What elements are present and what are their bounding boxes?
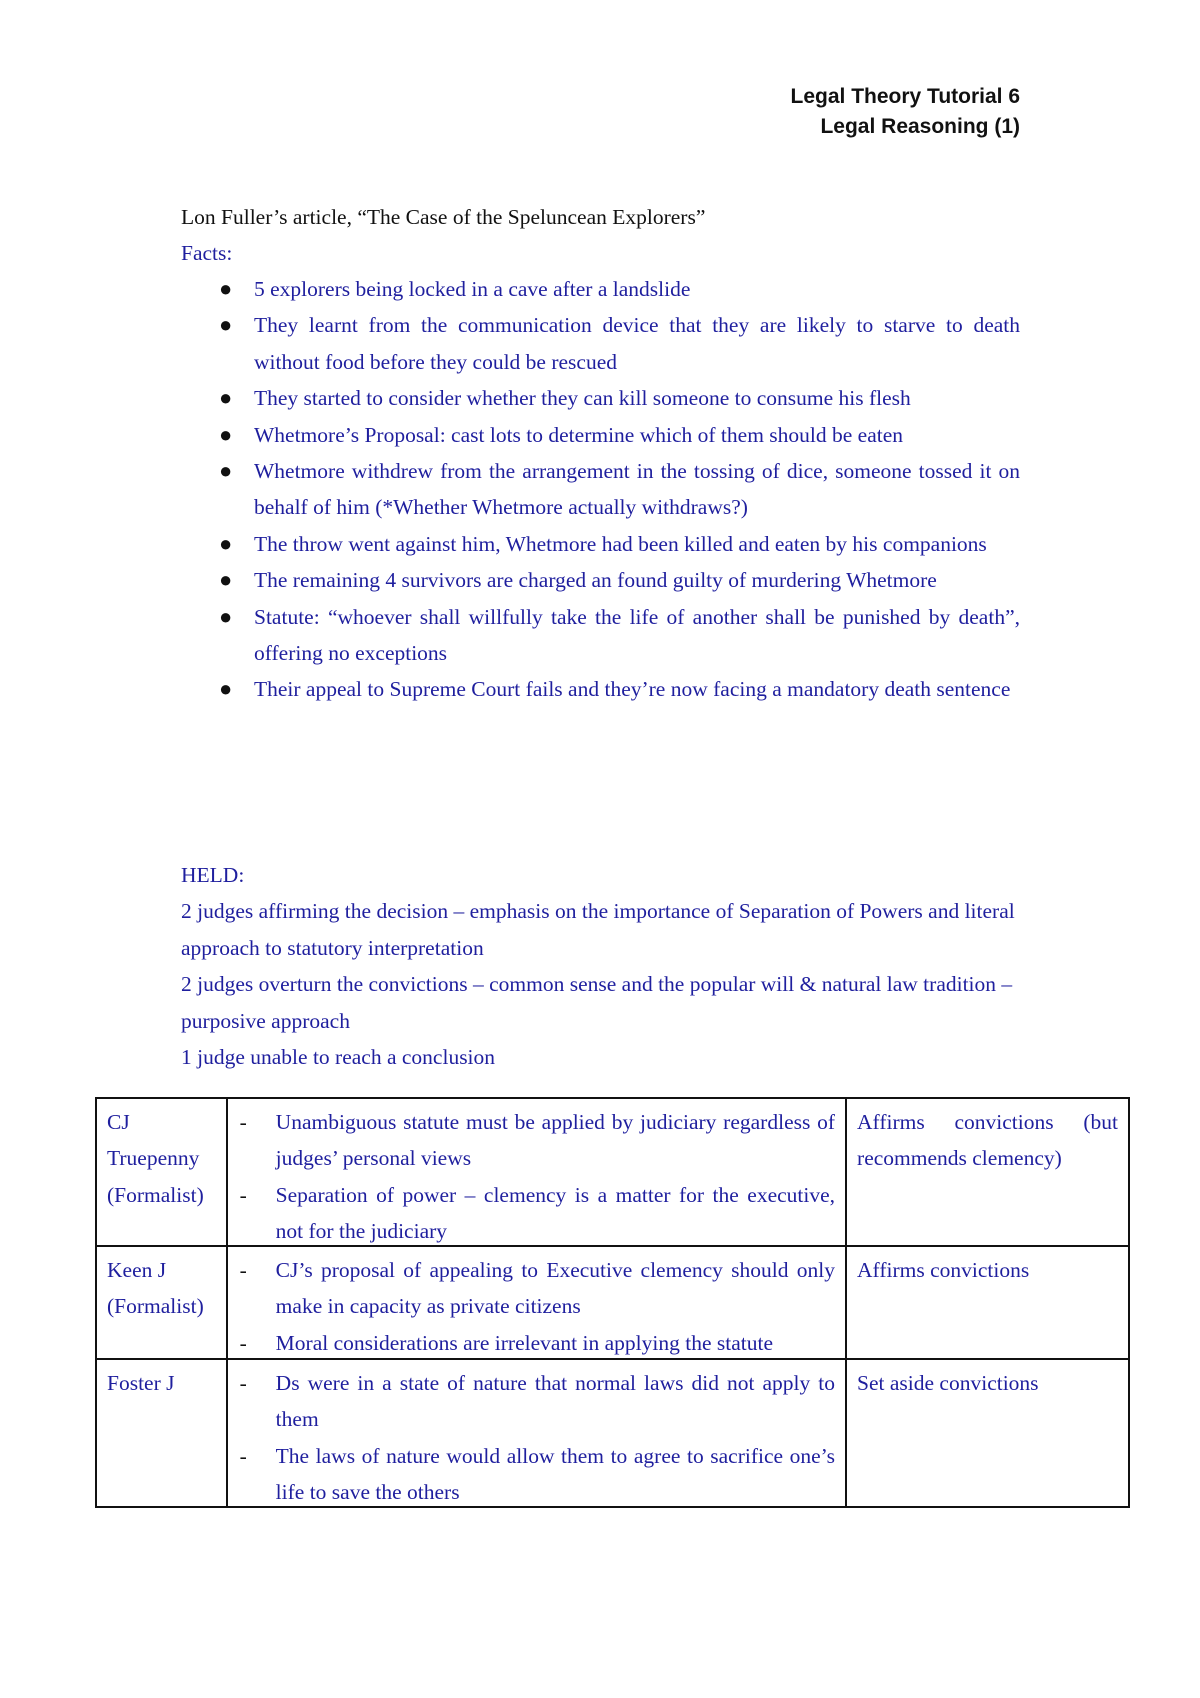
dash-marker: -	[239, 1182, 247, 1207]
dash-marker: -	[239, 1110, 247, 1134]
fact-item	[181, 380, 1020, 416]
bullet-icon: ●	[219, 603, 233, 629]
fact-item	[181, 307, 1020, 380]
judge-cell	[96, 1098, 227, 1246]
reasoning-text: Moral considerations are irrelevant in applying the statute	[275, 1330, 773, 1355]
judge-name: Foster J	[107, 1371, 175, 1395]
fact-text: Statute: “whoever shall willfully take the life of another shall be punished by death”, offering no exceptions	[254, 604, 1020, 666]
fact-text: The throw went against him, Whetmore had been killed and eaten by his companions	[254, 531, 987, 556]
judge-cell	[96, 1359, 227, 1507]
judges-table	[95, 1097, 1130, 1508]
fact-item	[181, 271, 1020, 307]
reasoning-point	[238, 1438, 835, 1506]
held-line: 2 judges affirming the decision – emphasis on the importance of Separation of Powers and literal approach to statutory interpretation	[181, 899, 1015, 960]
reasoning-text: Ds were in a state of nature that normal laws did not apply to them	[275, 1371, 836, 1432]
fact-text: They learnt from the communication device that they are likely to starve to death without food before they could be rescued	[254, 313, 1020, 374]
outcome-cell	[846, 1246, 1129, 1359]
judge-name: CJ Truepenny (Formalist)	[107, 1110, 204, 1207]
header-title: Legal Theory Tutorial 6	[790, 85, 1020, 108]
table-row	[96, 1359, 1129, 1507]
fact-item	[181, 417, 1020, 453]
reasoning-cell	[227, 1246, 846, 1359]
outcome-cell	[846, 1359, 1129, 1507]
fact-text: They started to consider whether they can kill someone to consume his flesh	[254, 386, 911, 411]
fact-text: Their appeal to Supreme Court fails and they’re now facing a mandatory death sentence	[254, 677, 1011, 702]
table-row	[96, 1246, 1129, 1359]
outcome-text: Affirms convictions	[857, 1258, 1030, 1282]
reasoning-text: CJ’s proposal of appealing to Executive clemency should only make in capacity as private citizens	[275, 1258, 836, 1319]
fact-text: Whetmore’s Proposal: cast lots to determine which of them should be eaten	[254, 422, 904, 447]
facts-label: Facts:	[181, 241, 233, 265]
held-section	[181, 857, 1020, 1075]
bullet-icon: ●	[219, 312, 233, 338]
held-label: HELD:	[181, 863, 245, 887]
bullet-icon: ●	[219, 567, 233, 593]
held-line: 2 judges overturn the convictions – common sense and the popular will & natural law tradition – purposive approach	[181, 972, 1013, 1033]
reasoning-point	[238, 1325, 835, 1358]
fact-text: Whetmore withdrew from the arrangement in the tossing of dice, someone tossed it on behalf of him (*Whether Whetmore actually withdraws?)	[254, 459, 1020, 520]
bullet-icon: ●	[219, 530, 233, 556]
fact-item	[181, 562, 1020, 598]
judge-name: Keen J (Formalist)	[107, 1258, 204, 1319]
fact-text: 5 explorers being locked in a cave after a landslide	[254, 277, 691, 301]
dash-marker: -	[239, 1443, 247, 1468]
reasoning-point	[238, 1252, 835, 1325]
bullet-icon: ●	[219, 421, 233, 447]
bullet-icon: ●	[219, 276, 233, 301]
header-subtitle: Legal Reasoning (1)	[820, 115, 1020, 138]
reasoning-point	[238, 1177, 835, 1245]
bullet-icon: ●	[219, 385, 233, 411]
fact-item	[181, 453, 1020, 526]
fact-text: The remaining 4 survivors are charged an found guilty of murdering Whetmore	[254, 568, 937, 593]
outcome-text: Set aside convictions	[857, 1371, 1039, 1395]
table-row	[96, 1098, 1129, 1246]
reasoning-point	[238, 1104, 835, 1177]
facts-list	[181, 271, 1020, 708]
fact-item	[181, 599, 1020, 672]
judge-cell	[96, 1246, 227, 1359]
outcome-cell	[846, 1098, 1129, 1246]
dash-marker: -	[239, 1258, 247, 1282]
outcome-text: Affirms convictions (but recommends clemency)	[857, 1110, 1118, 1171]
bullet-icon: ●	[219, 458, 233, 484]
reasoning-cell	[227, 1098, 846, 1246]
reasoning-text: The laws of nature would allow them to agree to sacrifice one’s life to save the others	[275, 1443, 836, 1505]
dash-marker: -	[239, 1330, 247, 1355]
fact-item	[181, 671, 1020, 707]
reasoning-text: Separation of power – clemency is a matter for the executive, not for the judiciary	[275, 1182, 836, 1244]
bullet-icon: ●	[219, 676, 233, 702]
reasoning-point	[238, 1365, 835, 1438]
reasoning-text: Unambiguous statute must be applied by judiciary regardless of judges’ personal views	[275, 1110, 836, 1171]
intro-line: Lon Fuller’s article, “The Case of the Speluncean Explorers”	[181, 205, 706, 229]
fact-item	[181, 526, 1020, 562]
document-header	[700, 82, 1020, 142]
held-line: 1 judge unable to reach a conclusion	[181, 1045, 496, 1070]
dash-marker: -	[239, 1371, 247, 1395]
reasoning-cell	[227, 1359, 846, 1507]
